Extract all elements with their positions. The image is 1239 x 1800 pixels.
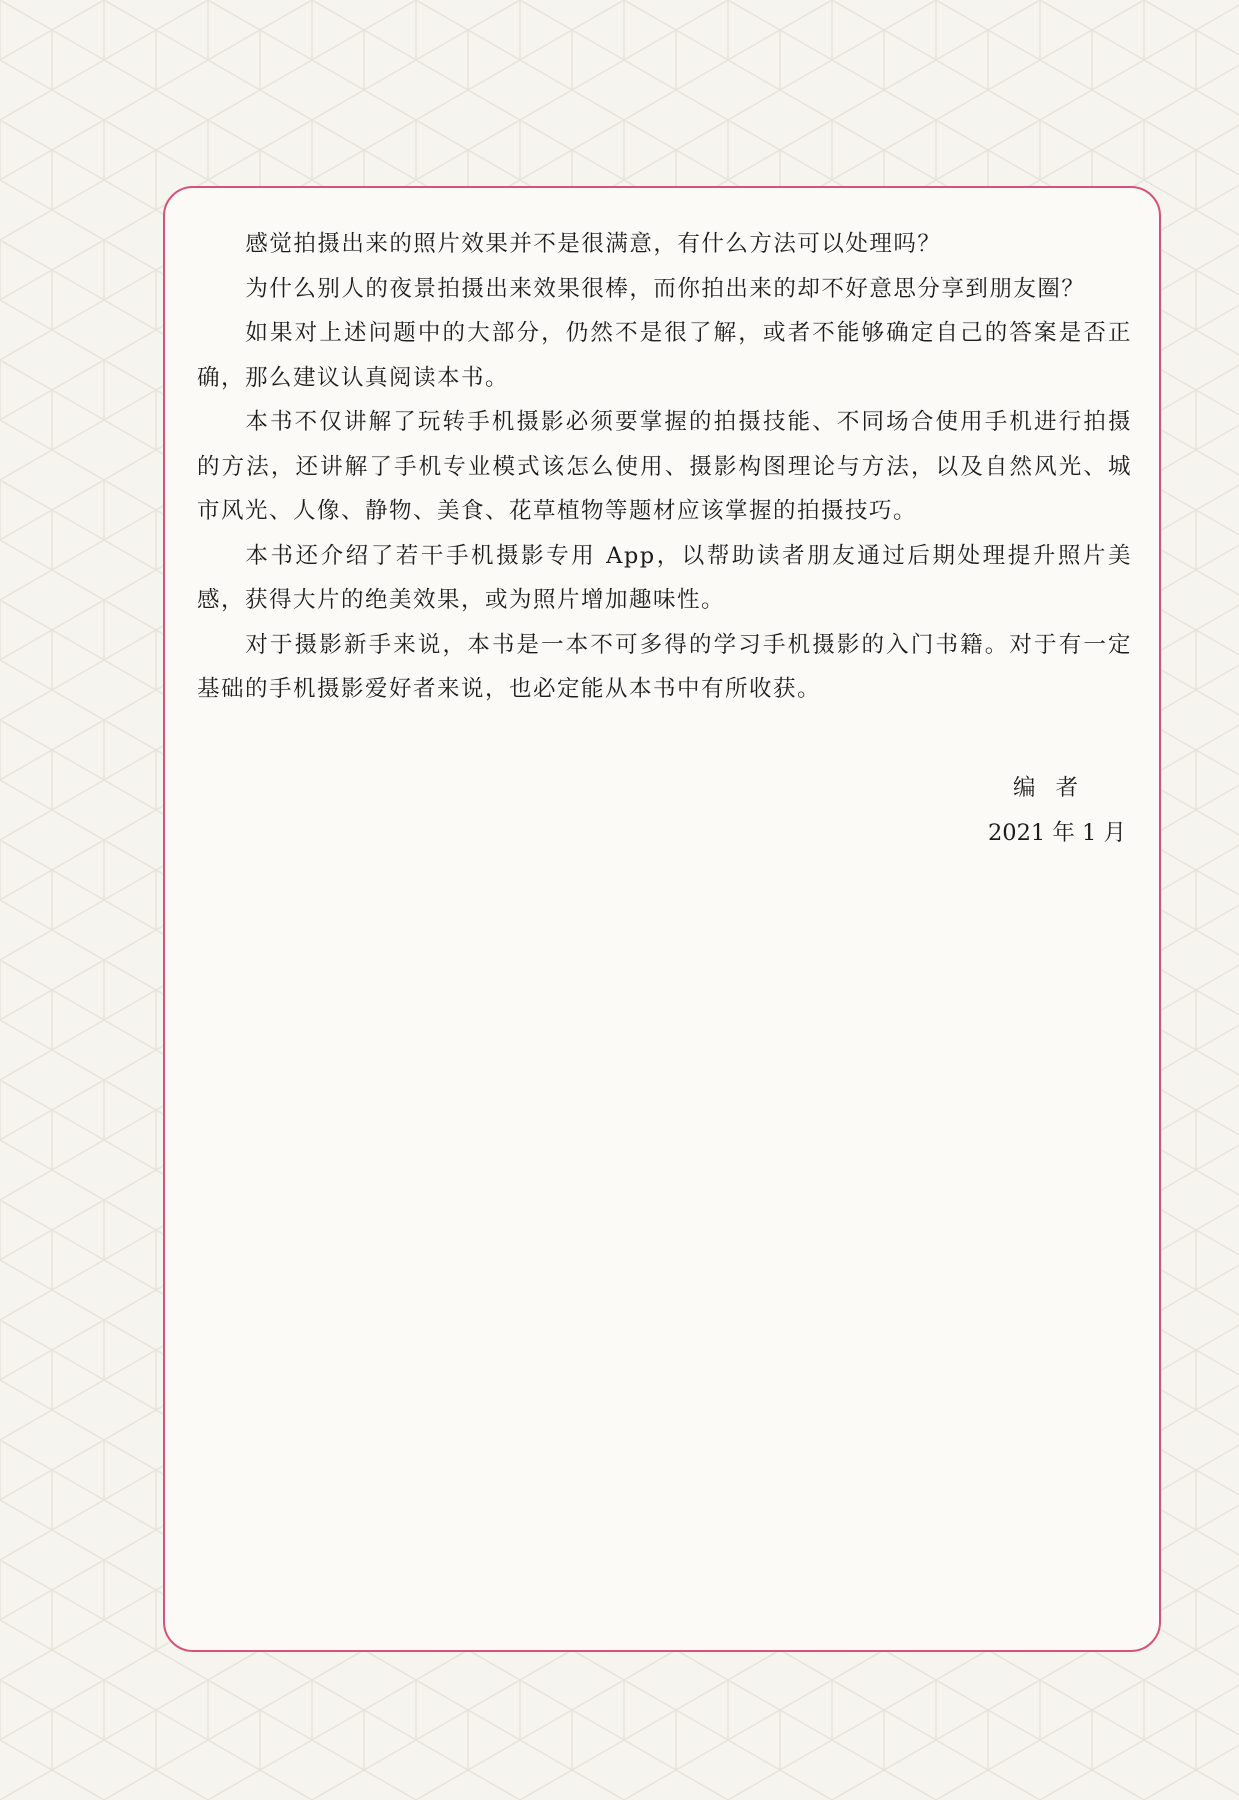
- paragraph-1: 感觉拍摄出来的照片效果并不是很满意，有什么方法可以处理吗？: [245, 231, 942, 257]
- paragraph-2: 为什么别人的夜景拍摄出来效果很棒，而你拍出来的却不好意思分享到朋友圈？: [245, 275, 1086, 302]
- signature-date: 2021 年 1 月: [987, 820, 1126, 846]
- paragraph-5: 本书还介绍了若干手机摄影专用 App，以帮助读者朋友通过后期处理提升照片美感，获得大片的绝美效果，或为照片增加趣味性。: [197, 542, 1132, 613]
- paragraph-6: 对于摄影新手来说，本书是一本不可多得的学习手机摄影的入门书籍。对于有一定基础的手机摄影爱好者来说，也必定能从本书中有所收获。: [197, 631, 1132, 702]
- editor-signature: 编者: [1012, 775, 1098, 801]
- signature-block: [850, 766, 1126, 856]
- paragraph-3: 如果对上述问题中的大部分，仍然不是很了解，或者不能够确定自己的答案是否正确，那么建议认真阅读本书。: [197, 320, 1132, 391]
- paragraph-4: 本书不仅讲解了玩转手机摄影必须要掌握的拍摄技能、不同场合使用手机进行拍摄的方法，还讲解了手机专业模式该怎么使用、摄影构图理论与方法，以及自然风光、城市风光、人像、静物、美食、花草植物等题材应该掌握的拍摄技巧。: [197, 409, 1132, 524]
- preface-text: [197, 222, 1132, 712]
